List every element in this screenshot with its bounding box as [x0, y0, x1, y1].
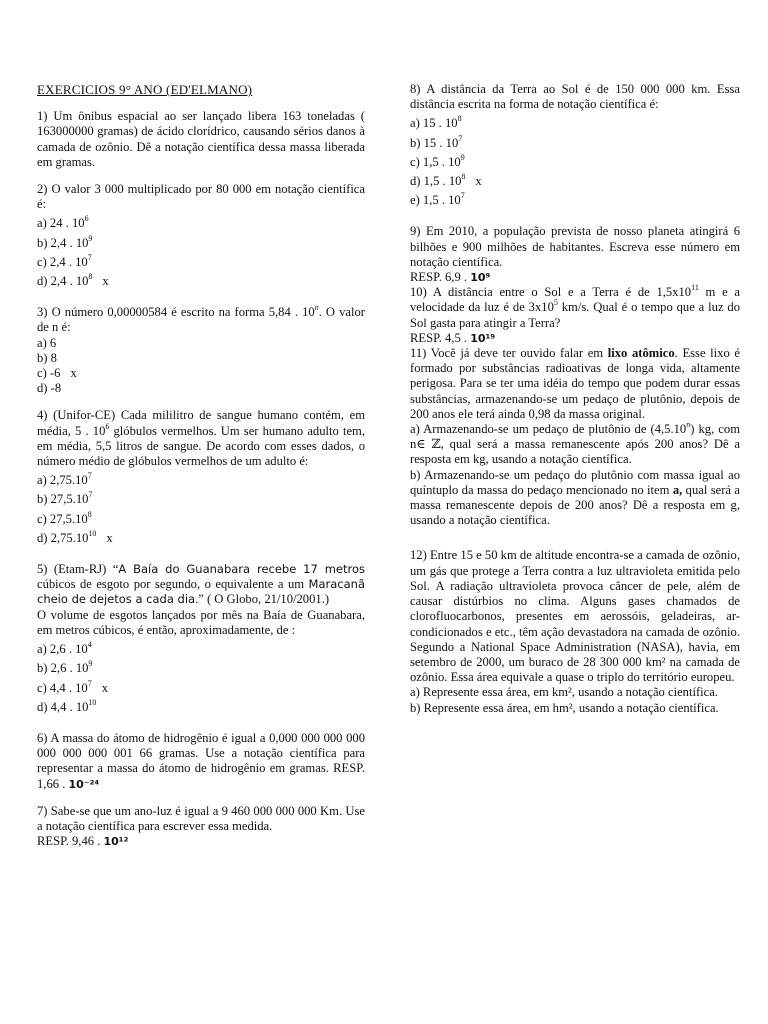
q11-item-b: b) Armazenando-se um pedaço do plutônio com massa igual ao quíntuplo da massa do pedaço mencionado no item a, qual será a massa remanescente depois de 200 anos? Dê a resposta em g, usando a notação científica.	[410, 467, 740, 528]
answer-mark: x	[106, 530, 113, 545]
q3-option-b: b) 8	[37, 350, 57, 365]
q2-option-c: c) 2,4 . $10^7$	[37, 252, 92, 269]
q8-option-d: d) 1,5 . $10^8$ x	[410, 172, 482, 189]
q5-option-d: d) 4,4 . $10^{10}$	[37, 697, 97, 714]
page-title: EXERCICIOS 9° ANO (ED'ELMANO)	[37, 82, 253, 97]
question-2: 2) O valor 3 000 multiplicado por 80 000 em notação científica é:	[37, 182, 365, 212]
q8-option-e: e) 1,5 . $10^7$	[410, 191, 465, 208]
question-1: 1) Um ônibus espacial ao ser lançado libera 163 toneladas ( 163000000 gramas) de ácido clorídrico, causando sérios danos à camada de ozônio. Dê a notação científica dessa massa liberada em gramas.	[37, 109, 365, 169]
q8-option-b: b) 15 . $10^7$	[410, 133, 463, 150]
question-7: 7) Sabe-se que um ano-luz é igual a 9 460 000 000 000 Km. Use a notação científica para escrever essa medida.	[37, 803, 365, 833]
question-5-prompt: O volume de esgotos lançados por mês na Baía de Guanabara, em metros cúbicos, é então, aproximadamente, de :	[37, 607, 365, 637]
q3-option-a: a) 6	[37, 335, 57, 350]
q5-option-c: c) 4,4 . $10^7$ x	[37, 678, 109, 695]
question-4: 4) (Unifor-CE) Cada mililitro de sangue humano contém, em média, 5 . $10^6$ glóbulos vermelhos. Um ser humano adulto tem, em média, 5,5 litros de sangue. De acordo com esses dados, o número médio de glóbulos vermelhos de um adulto é:	[37, 408, 365, 469]
q4-option-a: a) 2,75.10$^7$	[37, 471, 92, 488]
q3-option-c: c) -6 x	[37, 366, 77, 381]
q4-option-c: c) 27,5.10$^8$	[37, 509, 92, 526]
q6-answer: 10⁻²⁴	[68, 777, 100, 791]
question-10: 10) A distância entre o Sol e a Terra é de $1,5x10^{11}$ m e a velocidade da luz é de $3x10^5$ km/s. Qual é o tempo que a luz do Sol gasta para atingir a Terra?	[410, 283, 741, 330]
q4-option-d: d) 2,75.10$^{10}$ x	[37, 528, 113, 545]
q3-option-d: d) -8	[37, 381, 62, 396]
question-5: 5) (Etam-RJ) “A Baía do Guanabara recebe 17 metros cúbicos de esgoto por segundo, o equivalente a um Maracanã cheio de dejetos a cada dia.” ( O Globo, 21/10/2001.)	[37, 562, 365, 607]
q4-option-b: b) 27,5.10$^7$	[37, 490, 93, 507]
q2-option-d: d) 2,4 . $10^8$ x	[37, 272, 109, 289]
answer-mark: x	[70, 366, 77, 381]
answer-mark: x	[102, 274, 109, 289]
question-11: 11) Você já deve ter ouvido falar em lixo atômico. Esse lixo é formado por substâncias radioativas de longa vida, altamente perigosa. Para se ter uma idéia do tempo que podem durar essas substâncias, armazenando-se um pedaço de plutônio, depois de 200 anos ele terá ainda 0,98 da massa original.	[410, 346, 740, 421]
question-9: 9) Em 2010, a população prevista de nosso planeta atingirá 6 bilhões e 900 milhões de habitantes. Escreva esse número em notação científica.	[410, 224, 740, 269]
answer-mark: x	[101, 680, 109, 695]
question-8: 8) A distância da Terra ao Sol é de 150 000 000 km. Essa distância escrita na forma de notação científica é:	[410, 82, 740, 112]
q8-option-c: c) 1,5 . $10^9$	[410, 152, 465, 169]
q2-option-b: b) 2,4 . $10^9$	[37, 233, 93, 250]
left-column	[37, 82, 365, 849]
question-6: 6) A massa do átomo de hidrogênio é igual a 0,000 000 000 000 000 000 000 001 66 gramas. Use a notação científica para representar a massa do átomo de hidrogênio em gramas. RESP. 1,66 . 10⁻²⁴	[37, 730, 365, 791]
question-3: 3) O número 0,00000584 é escrito na forma 5,84 . 10$^n$. O valor de n é:	[37, 303, 365, 335]
q5-option-a: a) 2,6 . $10^4$	[37, 640, 92, 657]
q7-answer: RESP. 9,46 . 10¹²	[37, 834, 129, 849]
q12-item-b: b) Represente essa área, em hm², usando a notação científica.	[410, 700, 719, 715]
q10-answer: RESP. 4,5 . 10¹⁹	[410, 330, 496, 345]
q12-item-a: a) Represente essa área, em km², usando a notação científica.	[410, 685, 718, 700]
answer-mark: x	[475, 174, 482, 189]
q2-option-a: a) 24 . $10^6$	[37, 214, 89, 231]
q11-item-a: a) Armazenando-se um pedaço de plutônio de (4,5.10$^n$) kg, com n∈ ℤ, qual será a massa remanescente após 200 anos? Dê a resposta em kg, usando a notação científica.	[410, 420, 740, 467]
q8-option-a: a) 15 . $10^8$	[410, 114, 462, 131]
q9-answer: RESP. 6,9 . 10⁹	[410, 270, 491, 285]
question-12: 12) Entre 15 e 50 km de altitude encontra-se a camada de ozônio, um gás que protege a Terra contra a luz ultravioleta emitida pelo Sol. A radiação ultravioleta provoca câncer de pele, além de causar distúrbios no clima. Alguns gases chamados de clorofluocarbonos, presentes em aerossóis, geladeiras, ar-condicionados e etc., têm ação devastadora na camada de ozônio. Segundo a National Space Administration (NASA), havia, em setembro de 2000, um buraco de 28 300 000 km² na camada de ozônio. Essa área equivale a quase o triplo do território europeu.	[410, 548, 740, 685]
q5-option-b: b) 2,6 . $10^9$	[37, 659, 93, 676]
right-column	[410, 82, 740, 716]
